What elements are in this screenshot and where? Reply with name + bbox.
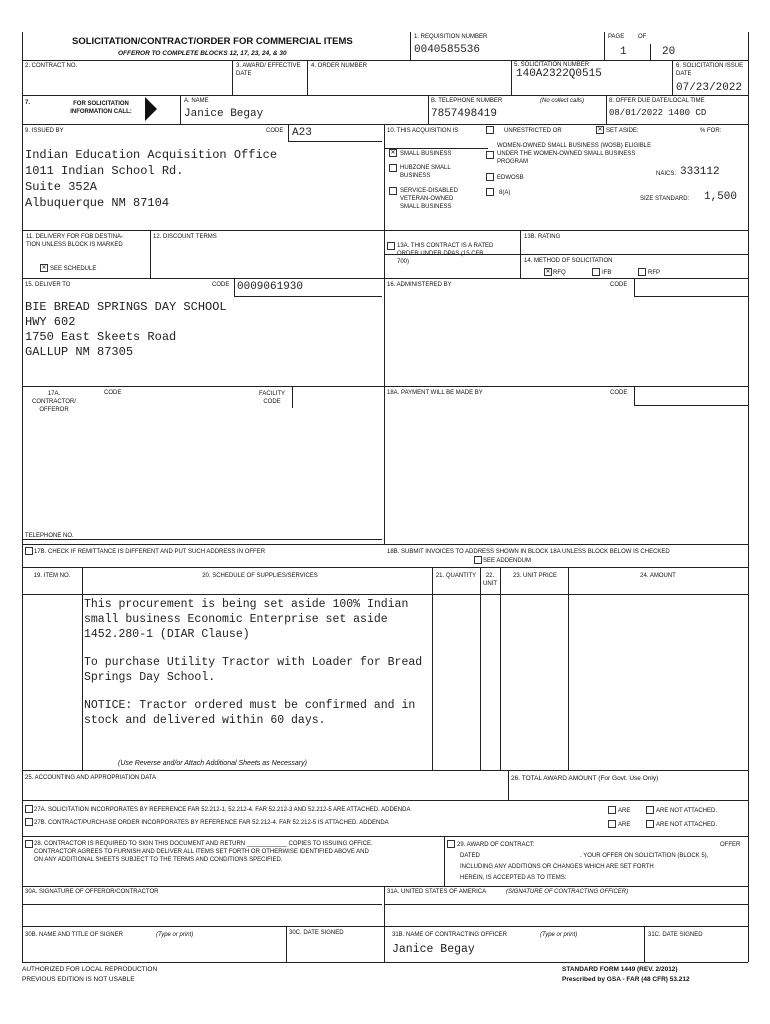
- rating-label: 13B. RATING: [524, 234, 561, 240]
- payment-label: 18A. PAYMENT WILL BE MADE BY: [387, 390, 483, 396]
- 31b-note: (Type or print): [540, 932, 578, 938]
- form-subtitle: OFFEROR TO COMPLETE BLOCKS 12, 17, 23, 24, & 30: [118, 50, 287, 57]
- rfp-checkbox[interactable]: [638, 268, 646, 276]
- schedule-text-1c: 1452.280-1 (DIAR Clause): [84, 628, 250, 641]
- deliver-to-code-label: CODE: [212, 282, 230, 288]
- 27a-are-not-checkbox[interactable]: [646, 806, 654, 814]
- contact-name[interactable]: Janice Begay: [184, 108, 264, 120]
- contracting-officer-name[interactable]: Janice Begay: [392, 943, 475, 956]
- contractor-label: 17A. CONTRACTOR/ OFFEROR: [32, 391, 76, 413]
- deliver-to-code[interactable]: 0009061930: [237, 281, 304, 293]
- 27a-are-label: ARE: [618, 808, 631, 814]
- discount-terms-label: 12. DISCOUNT TERMS: [153, 234, 217, 240]
- remittance-checkbox[interactable]: [25, 547, 33, 555]
- solicitation-number[interactable]: 140A2322Q0515: [516, 68, 602, 80]
- col-quantity: 21. QUANTITY: [435, 573, 477, 579]
- page-number: 1: [620, 46, 627, 58]
- schedule-text-2a: To purchase Utility Tractor with Loader for Bread: [84, 656, 423, 669]
- facility-code-label: FACILITY CODE: [258, 391, 285, 405]
- set-aside-checkbox[interactable]: ✕: [597, 127, 603, 133]
- 30a-label: 30A. SIGNATURE OF OFFEROR/CONTRACTOR: [25, 889, 159, 895]
- issue-date-label: 6. SOLICITATION ISSUE DATE: [676, 63, 744, 77]
- set-aside-label: SET ASIDE:: [606, 128, 639, 134]
- offeror-signature-field[interactable]: [24, 897, 380, 904]
- officer-signature-field[interactable]: [386, 897, 746, 904]
- see-addendum-checkbox[interactable]: [474, 556, 482, 564]
- submit-invoices-label: 18B. SUBMIT INVOICES TO ADDRESS SHOWN IN BLOCK 18A UNLESS BLOCK BELOW IS CHECKED: [387, 549, 670, 555]
- 29-line-2: INCLUDING ANY ADDITIONS OR CHANGES WHICH ARE SET FORTH: [460, 864, 654, 870]
- telephone-number[interactable]: 7857498419: [431, 108, 498, 120]
- contract-no-label: 2. CONTRACT NO.: [25, 63, 78, 69]
- delivery-fob-label: 11. DELIVERY FOR FOB DESTINA- TION UNLESS BLOCK IS MARKED: [26, 234, 124, 248]
- see-schedule-label: SEE SCHEDULE: [50, 266, 97, 272]
- 30b-label: 30B. NAME AND TITLE OF SIGNER: [25, 932, 123, 938]
- small-business-label: SMALL BUSINESS: [400, 151, 452, 157]
- reverse-note: (Use Reverse and/or Attach Additional Sheets as Necessary): [118, 760, 307, 767]
- rfq-checkbox[interactable]: ✕: [545, 269, 551, 275]
- issued-by-code[interactable]: A23: [292, 127, 312, 139]
- 29-label: 29. AWARD OF CONTRACT:: [457, 842, 535, 848]
- issued-by-line-2: 1011 Indian School Rd.: [25, 164, 184, 178]
- offer-due-label: 8. OFFER DUE DATE/LOCAL TIME: [609, 98, 705, 104]
- issued-by-line-3: Suite 352A: [25, 180, 98, 194]
- wosb-checkbox[interactable]: [486, 151, 494, 159]
- 27a-are-checkbox[interactable]: [608, 806, 616, 814]
- contact-name-label: A. NAME: [184, 98, 209, 104]
- issue-date[interactable]: 07/23/2022: [676, 82, 743, 94]
- deliver-to-line-1: BIE BREAD SPRINGS DAY SCHOOL: [25, 300, 227, 314]
- rfp-label: RFP: [648, 270, 660, 276]
- deliver-to-label: 15. DELIVER TO: [25, 282, 71, 288]
- telephone-label: B. TELEPHONE NUMBER: [431, 98, 503, 104]
- rfq-label: RFQ: [553, 270, 566, 276]
- naics-label: NAICS:: [656, 171, 677, 177]
- administered-by-label: 16. ADMINISTERED BY: [387, 282, 452, 288]
- 27a-label: 27A. SOLICITATION INCORPORATES BY REFERENCE FAR 52.212-1, 52.212-4. FAR 52.212-3 AND 52.212-5 ARE ATTACHED. ADDENDA: [34, 807, 411, 813]
- percent-for-label: % FOR:: [700, 128, 722, 134]
- 27b-are-checkbox[interactable]: [608, 820, 616, 828]
- size-standard[interactable]: 1,500: [704, 191, 738, 203]
- col-amount: 24. AMOUNT: [640, 573, 676, 579]
- wosb-label: WOMEN-OWNED SMALL BUSINESS (WOSB) ELIGIBLE UNDER THE WOMEN-OWNED SMALL BUSINESS PROGRAM: [497, 143, 652, 165]
- ifb-label: IFB: [602, 270, 612, 276]
- footer-prescribed: Prescribed by GSA - FAR (48 CFR) 53.212: [562, 976, 690, 983]
- deliver-to-line-3: 1750 East Skeets Road: [25, 330, 177, 344]
- 29-your-offer: . YOUR OFFER ON SOLICITATION (BLOCK 5),: [580, 853, 709, 859]
- col-unit: 22. UNIT: [483, 573, 497, 587]
- see-addendum-label: SEE ADDENDUM: [483, 558, 532, 564]
- block-7-number: 7.: [25, 100, 31, 106]
- rated-order-label: 13A. THIS CONTRACT IS A RATED ORDER UNDER DPAS (15 CFR 700): [397, 243, 494, 265]
- hubzone-label: HUBZONE SMALL BUSINESS: [400, 165, 451, 179]
- requisition-label: 1. REQUISITION NUMBER: [414, 34, 488, 40]
- of-label: OF: [638, 34, 647, 40]
- 27b-checkbox[interactable]: [25, 818, 33, 826]
- 29-line-3: HEREIN, IS ACCEPTED AS TO ITEMS:: [460, 875, 567, 881]
- acquisition-label: 10. THIS ACQUISITION IS: [387, 128, 459, 134]
- requisition-number[interactable]: 0040585536: [414, 44, 481, 56]
- footer-previous: PREVIOUS EDITION IS NOT USABLE: [22, 976, 135, 983]
- see-schedule-checkbox[interactable]: ✕: [41, 265, 47, 271]
- order-number-label: 4. ORDER NUMBER: [311, 63, 368, 69]
- award-date-label: 3. AWARD/ EFFECTIVE DATE: [236, 63, 301, 77]
- 28-text: 28. CONTRACTOR IS REQUIRED TO SIGN THIS DOCUMENT AND RETURN ____________ COPIES TO ISSUING OFFICE. CONTRACTOR AGREES TO FURNISH AND DELIVER ALL ITEMS SET FORTH OR OTHERWISE IDENTIFIED ABOVE AND ON ANY ADDITIONAL SHEETS SUBJECT TO THE TERMS AND CONDITIONS SPECIFIED.: [34, 841, 373, 863]
- 29-offer: OFFER: [720, 842, 741, 848]
- offer-due-date[interactable]: 08/01/2022 1400 CD: [609, 108, 707, 118]
- rated-order-checkbox[interactable]: [387, 242, 395, 250]
- ifb-checkbox[interactable]: [592, 268, 600, 276]
- 28-checkbox[interactable]: [25, 840, 33, 848]
- edwosb-checkbox[interactable]: [486, 173, 494, 181]
- administered-code-label: CODE: [610, 282, 628, 288]
- schedule-text-3a: NOTICE: Tractor ordered must be confirmed and in: [84, 699, 416, 712]
- contractor-code-label: CODE: [104, 390, 122, 396]
- accounting-label: 25. ACCOUNTING AND APPROPRIATION DATA: [25, 775, 157, 781]
- size-standard-label: SIZE STANDARD:: [640, 196, 690, 202]
- 8a-checkbox[interactable]: [486, 188, 494, 196]
- 8a-label: 8(A): [499, 190, 511, 196]
- 27b-are-label: ARE: [618, 822, 631, 828]
- payment-code-label: CODE: [610, 390, 628, 396]
- solicitation-number-label: 5. SOLICITATION NUMBER: [514, 62, 590, 68]
- schedule-text-2b: Springs Day School.: [84, 671, 216, 684]
- unrestricted-checkbox[interactable]: [486, 126, 494, 134]
- total-award-label: 26. TOTAL AWARD AMOUNT (For Govt. Use Only): [511, 775, 659, 782]
- issued-by-label: 9. ISSUED BY: [25, 128, 64, 134]
- schedule-text-1b: small business Economic Enterprise set aside: [84, 613, 388, 626]
- 31a-note: (SIGNATURE OF CONTRACTING OFFICER): [506, 889, 629, 895]
- deliver-to-line-4: GALLUP NM 87305: [25, 345, 134, 359]
- page-total: 20: [662, 46, 676, 58]
- 27a-checkbox[interactable]: [25, 805, 33, 813]
- small-business-checkbox[interactable]: ✕: [390, 150, 396, 156]
- hubzone-checkbox[interactable]: [389, 164, 397, 172]
- sdvosb-checkbox[interactable]: [389, 187, 397, 195]
- method-label: 14. METHOD OF SOLICITATION: [524, 258, 613, 264]
- 31b-label: 31B. NAME OF CONTRACTING OFFICER: [392, 932, 508, 938]
- arrow-right-icon: [145, 97, 157, 121]
- naics-code[interactable]: 333112: [680, 166, 720, 178]
- issued-by-line-4: Albuquerque NM 87104: [25, 196, 170, 210]
- 27b-are-not-checkbox[interactable]: [646, 820, 654, 828]
- 27b-label: 27B. CONTRACT/PURCHASE ORDER INCORPORATES BY REFERENCE FAR 52.212-4. FAR 52.212-5 IS ATTACHED. ADDENDA: [34, 820, 389, 826]
- remittance-label: 17B. CHECK IF REMITTANCE IS DIFFERENT AND PUT SUCH ADDRESS IN OFFER: [34, 549, 266, 555]
- issued-by-line-1: Indian Education Acquisition Office: [25, 148, 278, 162]
- col-unit-price: 23. UNIT PRICE: [513, 573, 557, 579]
- schedule-text-3b: stock and delivered within 60 days.: [84, 714, 326, 727]
- 27b-are-not-label: ARE NOT ATTACHED.: [656, 822, 718, 828]
- 30c-label: 30C. DATE SIGNED: [289, 930, 344, 936]
- 27a-are-not-label: ARE NOT ATTACHED.: [656, 808, 718, 814]
- 29-dated: DATED: [460, 853, 480, 859]
- telephone-no-label: TELEPHONE NO.: [25, 533, 74, 539]
- footer-authorized: AUTHORIZED FOR LOCAL REPRODUCTION: [22, 966, 158, 973]
- page-label: PAGE: [608, 34, 625, 40]
- no-collect-label: (No collect calls): [540, 98, 585, 104]
- form-title: SOLICITATION/CONTRACT/ORDER FOR COMMERCIAL ITEMS: [72, 36, 353, 47]
- solicitation-info-label: FOR SOLICITATION INFORMATION CALL:: [70, 101, 132, 115]
- 29-checkbox[interactable]: [447, 840, 455, 848]
- unrestricted-label: UNRESTRICTED OR: [504, 128, 562, 134]
- 31c-label: 31C. DATE SIGNED: [648, 932, 703, 938]
- issued-by-code-label: CODE: [266, 128, 284, 134]
- col-item-no: 19. ITEM NO.: [33, 573, 71, 579]
- footer-form-number: STANDARD FORM 1449 (REV. 2/2012): [562, 966, 678, 973]
- col-schedule: 20. SCHEDULE OF SUPPLIES/SERVICES: [202, 573, 318, 579]
- 30b-note: (Type or print): [156, 932, 194, 938]
- 31a-label: 31A. UNITED STATES OF AMERICA: [387, 889, 487, 895]
- schedule-text-1a: This procurement is being set aside 100% Indian: [84, 598, 409, 611]
- edwosb-label: EDWOSB: [497, 175, 524, 181]
- sdvosb-label: SERVICE-DISABLED VETERAN-OWNED SMALL BUSINESS: [400, 188, 458, 210]
- deliver-to-line-2: HWY 602: [25, 315, 76, 329]
